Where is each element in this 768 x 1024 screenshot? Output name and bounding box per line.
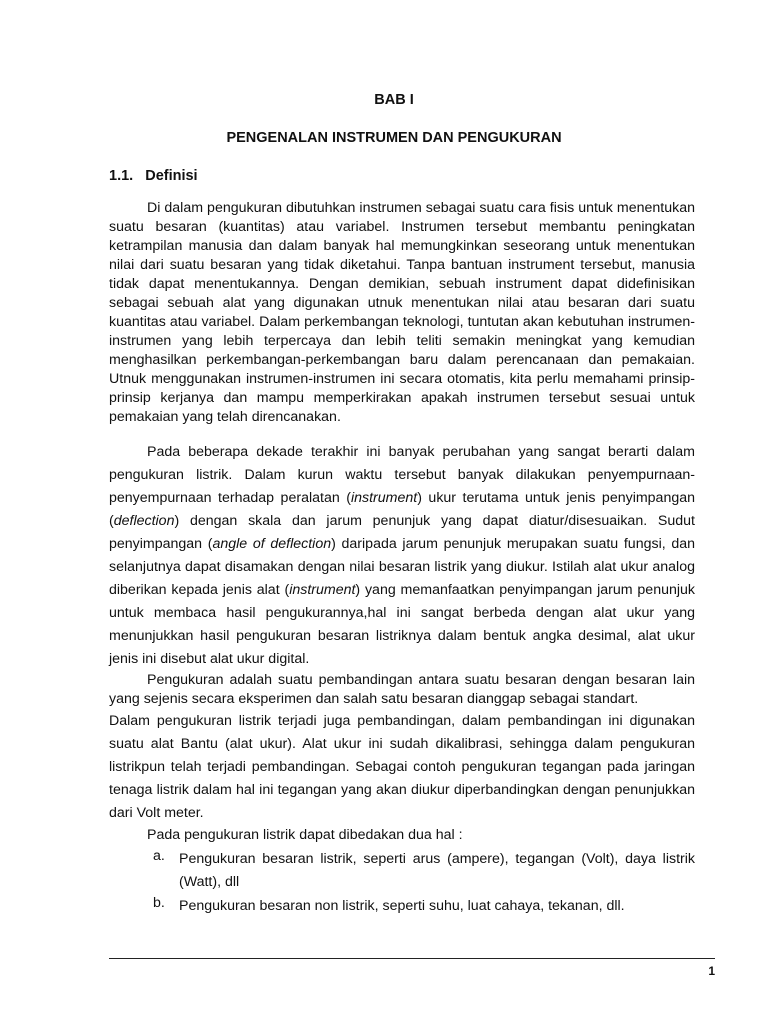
list-item-label: b.: [153, 895, 165, 911]
list-item: [153, 848, 695, 894]
p2-text-4: ) daripada jarum penunjuk merupakan suatu fungsi, dan selanjutnya dapat disamakan dengan nilai besaran listrik yang diukur. Istilah alat ukur analog diberikan kepada jenis alat (: [109, 536, 696, 598]
chapter-label: BAB I: [374, 92, 414, 108]
section-title: Definisi: [145, 168, 198, 184]
chapter-title: PENGENALAN INSTRUMEN DAN PENGUKURAN: [226, 130, 562, 146]
section-heading: [109, 168, 198, 184]
p2-italic-deflection: deflection: [113, 513, 175, 529]
paragraph-3: [109, 671, 695, 709]
p2-italic-instrument: instrument: [350, 490, 418, 506]
footer-divider: [109, 958, 715, 959]
paragraph-1-text: Di dalam pengukuran dibutuhkan instrumen sebagai suatu cara fisis untuk menentukan suatu besaran (kuantitas) atau variabel. Instrumen tersebut membantu peningkatan ketrampilan manusia dan dalam banyak hal memungkinkan seseorang untuk menentukan nilai dari suatu besaran yang tidak diketahui. Tanpa bantuan instrument tersebut, manusia tidak dapat menentukannya. Dengan demikian, sebuah instrument dapat didefinisikan sebagai sebuah alat yang digunakan utnuk menentukan nilai atau besaran dari suatu kuantitas atau variabel. Dalam perkembangan teknologi, tuntutan akan kebutuhan instrumen-instrumen yang lebih terpercaya dan lebih teliti semakin meningkat yang kemudian menghasilkan perkembangan-perkembangan baru dalam perencanaan dan pemakaian. Utnuk menggunakan instrumen-instrumen ini secara otomatis, kita perlu memahami prinsip-prinsip kerjanya dan mampu memperkirakan apakah instrumen tersebut sesuai untuk pemakaian yang telah direncanakan.: [109, 200, 695, 425]
p2-text-1: Pada beberapa dekade terakhir ini banyak perubahan yang sangat berarti dalam pengukuran listrik. Dalam kurun waktu tersebut banyak dilakukan penyempurnaan-penyempurnaan terhadap peralatan (: [109, 444, 695, 506]
paragraph-3-text: Pengukuran adalah suatu pembandingan antara suatu besaran dengan besaran lain yang sejenis secara eksperimen dan salah satu besaran dianggap sebagai standart.: [109, 672, 695, 707]
page-number: 1: [708, 964, 715, 978]
list-item-text: Pengukuran besaran non listrik, seperti suhu, luat cahaya, tekanan, dll.: [179, 898, 625, 914]
paragraph-4-text: Dalam pengukuran listrik terjadi juga pembandingan, dalam pembandingan ini digunakan suatu alat Bantu (alat ukur). Alat ukur ini sudah dikalibrasi, sehingga dalam pengukuran listrikpun telah terjadi pembandingan. Sebagai contoh pengukuran tegangan pada jaringan tenaga listrik dalam hal ini tegangan yang akan diukur diperbandingkan dengan penunjukkan dari Volt meter.: [109, 713, 695, 821]
paragraph-4: [109, 710, 695, 825]
p2-italic-instrument-2: instrument: [289, 582, 356, 598]
paragraph-2-text: [109, 441, 695, 671]
list-item-label: a.: [153, 848, 165, 864]
paragraph-5: Pada pengukuran listrik dapat dibedakan dua hal :: [147, 827, 463, 843]
p2-text-5: ) yang memanfaatkan penyimpangan jarum penunjuk untuk membaca hasil pengukurannya,hal ini sangat berbeda dengan alat ukur yang menunjukkan hasil pengukuran besaran listriknya dalam bentuk angka desimal, alat ukur jenis ini disebut alat ukur digital.: [109, 582, 696, 667]
p2-text-2: ) ukur terutama untuk jenis penyimpangan (: [109, 490, 696, 529]
list-item: [153, 895, 695, 918]
p2-text-3: ) dengan skala dan jarum penunjuk yang dapat diatur/disesuaikan. Sudut penyimpangan (: [109, 513, 695, 552]
section-number: 1.1.: [109, 168, 134, 184]
paragraph-1: [109, 199, 695, 427]
p2-italic-angle: angle of deflection: [212, 536, 332, 552]
list-item-text: Pengukuran besaran listrik, seperti arus (ampere), tegangan (Volt), daya listrik (Watt), dll: [179, 851, 695, 890]
paragraph-2: [109, 441, 695, 671]
